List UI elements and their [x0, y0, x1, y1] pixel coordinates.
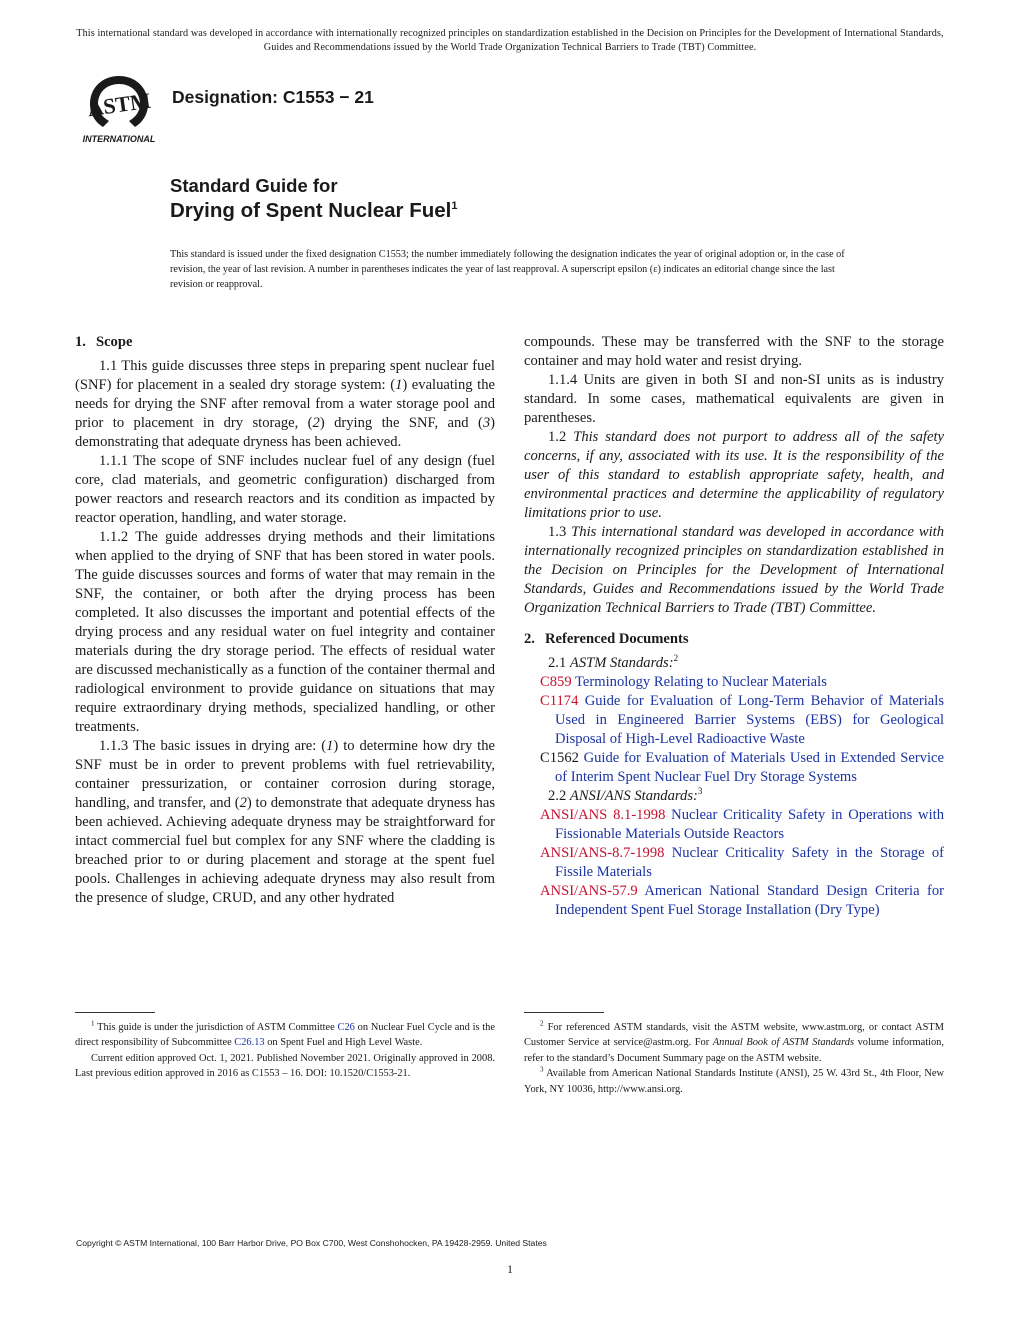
committee-link[interactable]: C26 [337, 1022, 355, 1033]
page-number: 1 [507, 1262, 513, 1276]
issue-note: This standard is issued under the fixed designation C1553; the number immediately following the designation indicates the year of original adoption or, in the case of revision, the year of last revision. A number in parentheses indicates the year of last reapproval. A superscript epsilon (ε) indicates an editorial change since the last revision or reapproval. [170, 249, 845, 290]
logo-international-text: INTERNATIONAL [82, 134, 156, 144]
ansi-reference-list [524, 806, 944, 920]
footnote-2: $^2$ For referenced ASTM standards, visit the ASTM website, www.astm.org, or contact ASTM Customer Service at service@astm.org. For Annual Book of ASTM Standards volume information, refer to the standard’s Document Summary page on the ASTM website. [524, 1019, 944, 1064]
footnote-3: $^3$ Available from American National Standards Institute (ANSI), 25 W. 43rd St., 4th Floor, New York, NY 10036, http://www.ansi.org. [524, 1065, 944, 1095]
right-column [524, 333, 944, 920]
reference-item[interactable] [524, 749, 944, 787]
ansi-standards-heading: 2.2 ANSI/ANS Standards:$^3$ [548, 786, 703, 804]
reference-title-link[interactable]: Nuclear Criticality Safety in Operations with Fissionable Materials Outside Reactors [555, 807, 944, 842]
title-main: Drying of Spent Nuclear Fuel [170, 199, 452, 222]
reference-code-link[interactable]: ANSI/ANS-57.9 [540, 883, 638, 899]
paragraph-1-1-3: 1.1.3 The basic issues in drying are: (1) to determine how dry the SNF must be in order to prevent problems with fuel retrievability, container pressurization, or container corrosion during storage, handling, and transfer, and (2) to demonstrate that adequate dryness has been achieved. Achieving adequate dryness may be straightforward for intact commercial fuel but complex for any SNF where the cladding is breached prior to or during placement and storage at the spent fuel pools. Challenges in achieving adequate dryness may also result from the presence of sludge, CRUD, and any other hydrated [75, 738, 496, 906]
paragraph-1-1-4: 1.1.4 Units are given in both SI and non-SI units as is industry standard. In some cases, mathematical equivalents are given in parentheses. [524, 372, 944, 426]
reference-title-link[interactable]: Terminology Relating to Nuclear Materials [575, 674, 827, 690]
designation-label: Designation: [172, 87, 278, 107]
designation [172, 87, 374, 108]
copyright-notice: Copyright © ASTM International, 100 Barr Harbor Drive, PO Box C700, West Conshohocken, PA 19428-2959. United States [76, 1238, 547, 1248]
section-number: 1. [75, 334, 86, 350]
paragraph-1-1-1: 1.1.1 The scope of SNF includes nuclear fuel of any design (fuel core, clad materials, and geometric configuration) discharged from power reactors and research reactors and its condition as impacted by reactor operation, handling, and water storage. [75, 453, 495, 526]
reference-item[interactable] [524, 673, 944, 692]
reference-code-link[interactable]: C859 [540, 674, 572, 690]
reference-title-link[interactable]: Guide for Evaluation of Materials Used in Extended Service of Interim Spent Nuclear Fuel Dry Storage Systems [555, 750, 944, 785]
paragraph-1-2: 1.2 This standard does not purport to address all of the safety concerns, if any, associated with its use. It is the responsibility of the user of this standard to establish appropriate safety, health, and environmental practices and determine the applicability of regulatory limitations prior to use. [524, 429, 944, 521]
reference-code-link[interactable]: ANSI/ANS-8.7-1998 [540, 845, 665, 861]
paragraph-1-3: 1.3 This international standard was developed in accordance with internationally recognized principles on standardization established in the Decision on Principles for the Development of International Standards, Guides and Recommendations issued by the World Trade Organization Technical Barriers to Trade (TBT) Committee. [524, 524, 945, 616]
reference-item[interactable] [524, 882, 944, 920]
designation-number: C1553 − 21 [282, 87, 374, 107]
reference-title-link[interactable]: American National Standard Design Criteria for Independent Spent Fuel Storage Installation (Dry Type) [555, 883, 945, 918]
reference-item[interactable] [524, 692, 944, 749]
reference-code: C1562 [540, 750, 579, 766]
reference-item[interactable] [524, 844, 944, 882]
logo-astm-text: ASTM [85, 87, 153, 122]
footnotes-left [75, 1020, 495, 1082]
section-title: Referenced Documents [544, 631, 689, 647]
wto-notice: This international standard was developed in accordance with internationally recognized principles on standardization established in the Decision on Principles for the Development of International Standards, Guides and Recommendations issued by the World Trade Organization Technical Barriers to Trade (TBT) Committee. [76, 28, 944, 53]
paragraph-1-1: 1.1 This guide discusses three steps in preparing spent nuclear fuel (SNF) for placement in a sealed dry storage system: (1) evaluating the needs for drying the SNF after removal from a water storage pool and prior to placement in dry storage, (2) drying the SNF, and (3) demonstrating that adequate dryness has been achieved. [75, 358, 495, 450]
reference-title-link[interactable]: Nuclear Criticality Safety in the Storage of Fissile Materials [555, 845, 944, 880]
title-footnote-mark: 1 [451, 200, 458, 213]
astm-reference-list [524, 673, 944, 787]
section-title: Scope [95, 334, 133, 350]
footnote-1: $^1$ This guide is under the jurisdiction of ASTM Committee C26 on Nuclear Fuel Cycle and is the direct responsibility of Subcommittee C26.13 on Spent Fuel and High Level Waste. [75, 1019, 495, 1049]
paragraph-1-1-2: 1.1.2 The guide addresses drying methods and their limitations when applied to the drying of SNF that has been stored in water pools. The guide discusses sources and forms of water that may remain in the SNF, the container, or both after the drying process has been completed. It also discusses the important and potential effects of the drying process and any residual water on fuel integrity and container materials during the dry storage period. The effects of residual water are discussed mechanistically as a function of the container thermal and radiological environment to provide guidance on situations that may require extraordinary drying methods, specialized handling, or other treatments. [75, 529, 495, 735]
astm-standards-heading: 2.1 ASTM Standards:$^2$ [548, 653, 679, 671]
footnote-divider [75, 1012, 155, 1013]
left-column [75, 333, 495, 908]
astm-international-logo-icon [76, 74, 162, 146]
footnote-divider [524, 1012, 604, 1013]
title-line-1: Standard Guide for [170, 175, 338, 196]
reference-code-link[interactable]: ANSI/ANS 8.1-1998 [540, 807, 666, 823]
title-line-2 [170, 198, 457, 224]
footnotes-right [524, 1020, 944, 1097]
reference-title-link[interactable]: Guide for Evaluation of Long-Term Behavior of Materials Used in Engineered Barrier Systems (EBS) for Geological Disposal of High-Level Radioactive Waste [555, 693, 945, 747]
document-title [170, 174, 457, 224]
section-heading-referenced-documents [524, 630, 944, 649]
section-heading-scope [75, 333, 495, 352]
paragraph-1-1-3-continued: compounds. These may be transferred with the SNF to the storage container and may hold water and resist drying. [524, 334, 944, 369]
edition-note: Current edition approved Oct. 1, 2021. Published November 2021. Originally approved in 2008. Last previous edition approved in 2016 as C1553 – 16. DOI: 10.1520/C1553-21. [75, 1052, 495, 1080]
section-number: 2. [524, 631, 535, 647]
reference-item[interactable] [524, 806, 944, 844]
subcommittee-link[interactable]: C26.13 [234, 1037, 265, 1049]
reference-code-link[interactable]: C1174 [540, 693, 579, 709]
